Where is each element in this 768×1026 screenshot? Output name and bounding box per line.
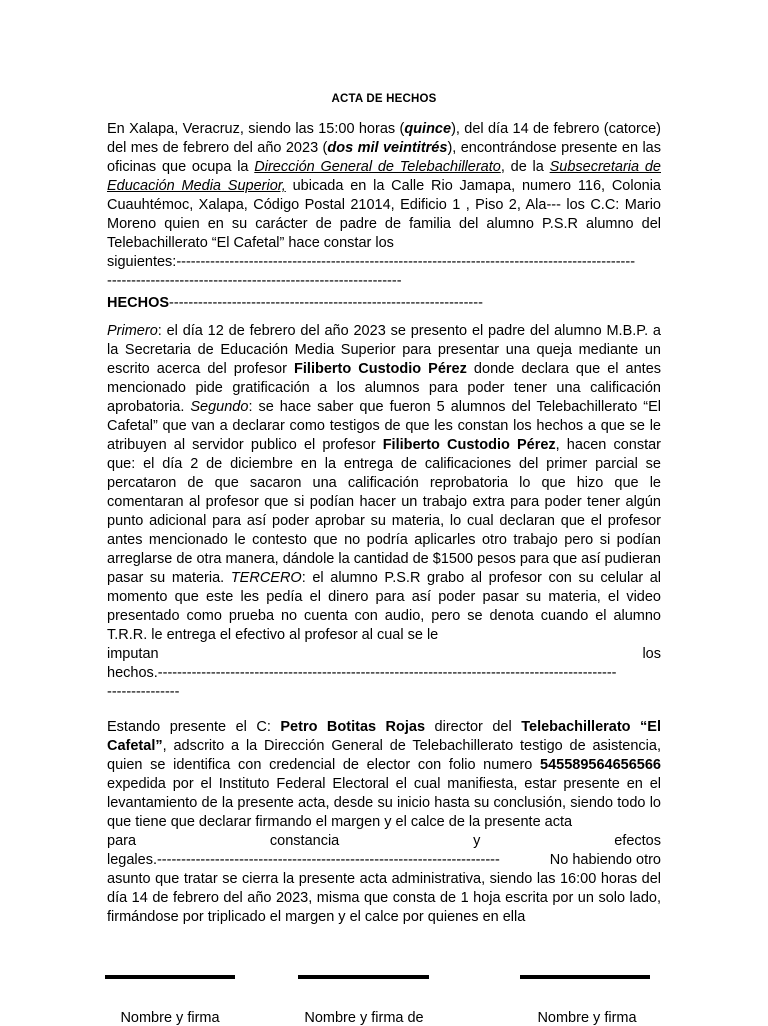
intro-year-words: dos mil veintitrés (327, 140, 448, 156)
facts-text-2: donde declara que el antes mencionado pide gratificación a los alumnos para poder tener una calificación aprobatoria. (107, 361, 662, 415)
witness-no-habiendo: No habiendo otro (549, 852, 661, 868)
hechos-dashes: ----------------------------------------------------------------- (169, 295, 483, 311)
facts-word-los: los (642, 646, 661, 662)
intro-text-4: , de la (500, 159, 550, 175)
facts-tercero-label: TERCERO (230, 570, 302, 586)
facts-text-1: : el día 12 de febrero del año 2023 se presento el padre del alumno M.B.P. a la Secretaria de Educación Media Superior para presentar una queja mediante un escrito acerca del profesor (107, 323, 661, 377)
document-title: ACTA DE HECHOS (331, 93, 437, 105)
signature-label-right: Nombre y firma (537, 1010, 637, 1026)
facts-paragraph (107, 322, 661, 702)
witness-closing-text: asunto que tratar se cierra la presente acta administrativa, siendo las 16:00 horas del día 14 de febrero del año 2023, misma que consta de 1 hoja escrita por un solo lado, firmándose por triplicado el margen y el calce por quienes en ella (107, 871, 661, 925)
intro-text-1: En Xalapa, Veracruz, siendo las 15:00 horas ( (107, 121, 405, 137)
witness-legales-line (107, 851, 661, 870)
witness-text-1: Estando presente el C: (107, 719, 281, 735)
witness-name: Petro Botitas Rojas (280, 719, 426, 735)
intro-paragraph (107, 120, 661, 291)
signature-label-left: Nombre y firma (120, 1010, 220, 1026)
facts-dash-line-2: --------------- (107, 684, 180, 700)
intro-text-2: ), del día 14 de febrero (catorce) del mes de febrero del año 2023 ( (107, 121, 661, 156)
intro-text-5: ubicada en la Calle Rio Jamapa, numero 116, Colonia Cuauhtémoc, Xalapa, Código Postal 21014, Edificio 1 , Piso 2, Ala--- los C.C: Mario Moreno quien en su carácter de padre de familia del alumno P.S.R alumno del Telebachillerato “El Cafetal” hace constar los (107, 178, 661, 251)
intro-dash-line-2: ------------------------------------------------------------- (107, 273, 402, 289)
signature-label-center: Nombre y firma de (304, 1010, 424, 1026)
facts-teacher-name-1: Filiberto Custodio Pérez (294, 361, 467, 377)
facts-text-4: , hacen constar que: el día 2 de diciembre en la entrega de calificaciones del primer parcial se percataron de que sacaron una calificación reprobatoria lo que hizo que le comentaran al profesor que si podían hacer un trabajo extra para poder tener algún punto adicional para así poder aprobar su materia, lo cual declaran que el profesor antes mencionado le contesto que no podría aplicarles otro trabajo pero si podían arreglarse de otra manera, dándole la cantidad de $1500 pesos para que así pudieran pasar su materia. (107, 437, 661, 586)
facts-teacher-name-2: Filiberto Custodio Pérez (382, 437, 556, 453)
hechos-label: HECHOS (107, 295, 170, 311)
witness-word-constancia: constancia (269, 833, 340, 849)
signature-line-center (298, 975, 429, 979)
intro-office-name: Dirección General de Telebachillerato (254, 159, 501, 175)
facts-segundo-label: Segundo (190, 399, 249, 415)
witness-text-2: director del (425, 719, 522, 735)
witness-folio-number: 545589564656566 (540, 757, 661, 773)
facts-text-3: : se hace saber que fueron 5 alumnos del Telebachillerato “El Cafetal” que van a declarar como testigos de que les constan los hechos a que se le atribuyen al servidor publico el profesor (107, 399, 661, 453)
witness-paragraph (107, 718, 661, 927)
witness-text-4: expedida por el Instituto Federal Electoral el cual manifiesta, estar presente en el levantamiento de la presente acta, desde su inicio hasta su conclusión, siendo todo lo que tiene que declarar firmando el margen y el calce de la presente acta (107, 776, 661, 830)
intro-subsecretaria: Subsecretaria de Educación Media Superior, (107, 159, 661, 194)
signature-line-right (520, 975, 650, 979)
witness-text-3: , adscrito a la Dirección General de Telebachillerato testigo de asistencia, quien se identifica con credencial de elector con folio numero (107, 738, 661, 773)
witness-justified-line (107, 832, 661, 851)
witness-word-efectos: efectos (614, 833, 661, 849)
facts-dash-line-1: hechos.----------------------------------------------------------------------------------------------- (107, 665, 617, 681)
intro-text-3: ), encontrándose presente en las oficinas que ocupa la (107, 140, 661, 175)
intro-hour-words: quince (404, 121, 452, 137)
witness-school: Telebachillerato “El Cafetal” (107, 719, 661, 754)
witness-word-para: para (107, 833, 137, 849)
hechos-heading (107, 294, 661, 313)
facts-text-5: : el alumno P.S.R grabo al profesor con su celular al momento que este les pedía el dinero para así poder pasar su materia, el video presentado como prueba no cuenta con audio, pero se denota cuando el alumno T.R.R. le entrega el efectivo al profesor al cual se le (107, 570, 661, 643)
facts-justified-line (107, 645, 661, 664)
intro-dash-line-1: siguientes:----------------------------------------------------------------------------------------------- (107, 254, 636, 270)
facts-primero-label: Primero (107, 323, 158, 339)
facts-word-imputan: imputan (107, 646, 159, 662)
signature-line-left (105, 975, 235, 979)
witness-legales-dashes: legales.----------------------------------------------------------------------- (107, 852, 500, 868)
witness-word-y: y (473, 833, 481, 849)
